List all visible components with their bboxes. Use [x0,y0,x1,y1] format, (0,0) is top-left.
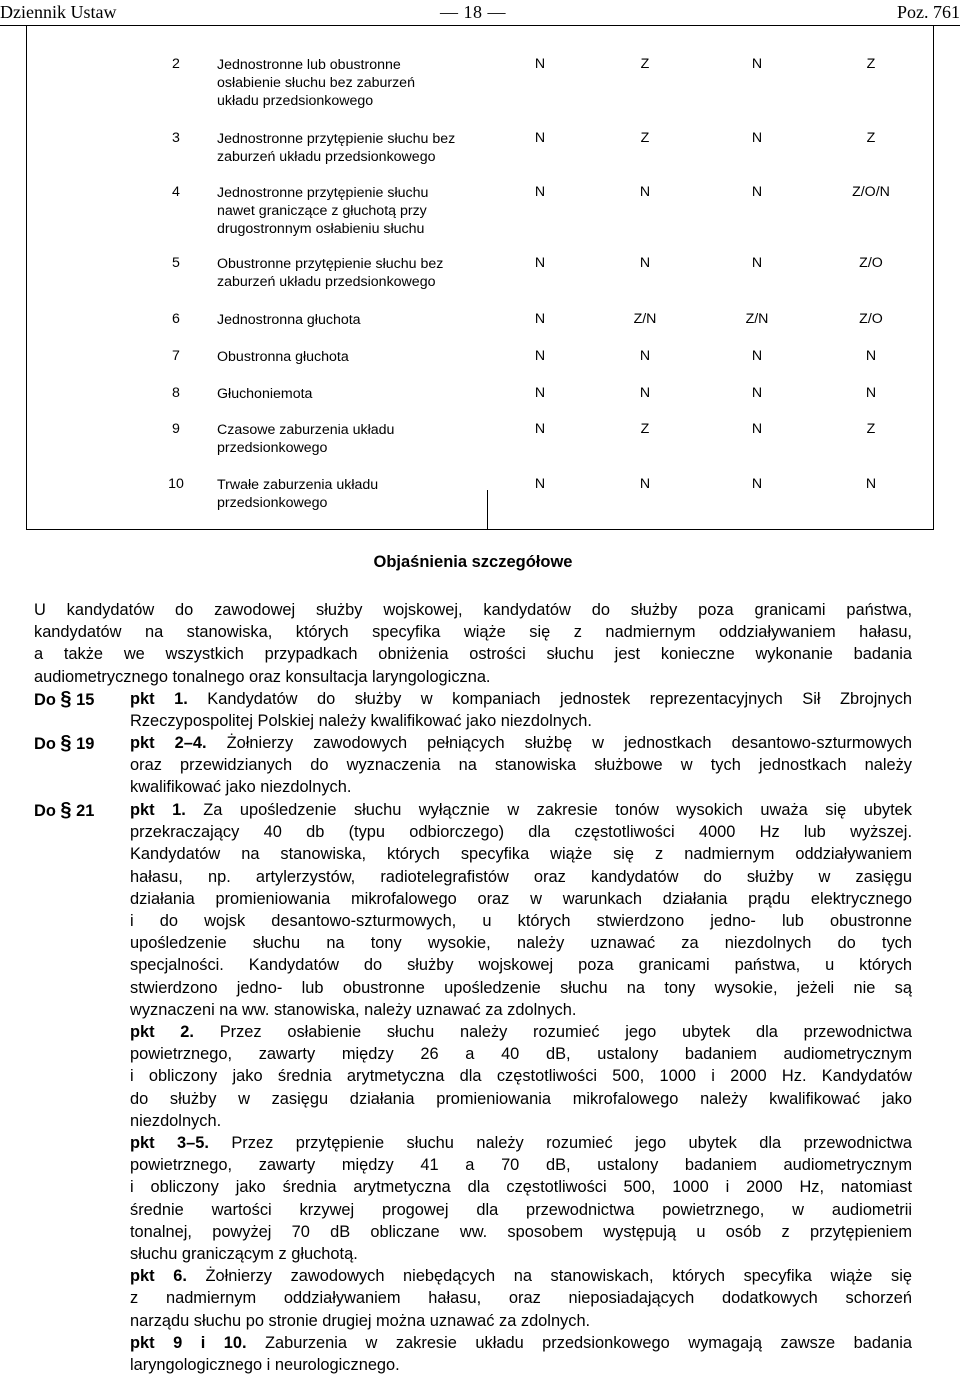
pkt-label: pkt 1. [130,801,186,819]
qualification-value: N [534,184,546,200]
pkt-label: pkt 2–4. [130,734,207,752]
description-line: Jednostronne przytępienie słuchu bez [217,131,456,147]
qualification-value: N [751,421,763,437]
hearing-table [26,26,934,530]
text-line: Rzeczypospolitej Polskiej należy kwalifikować jako niezdolnych. [130,712,592,731]
position-number: Poz. 761 [897,2,960,22]
qualification-value: N [751,476,763,492]
qualification-value: N [639,476,651,492]
do19-label: Do § 19 [34,732,95,754]
do19-text: pkt 2–4. Żołnierzy zawodowych pełniących służbę w jednostkach desantowo-szturmowych oraz przewidzianych do wyznaczenia na stanowiska służbowe w tych jednostkach należy kwalifikować jako niezdolnych. [130,732,912,799]
description-line: zaburzeń układu przedsionkowego [217,149,436,165]
qualification-value: Z [866,130,876,146]
qualification-value: N [865,476,877,492]
intro-line: audiometrycznego tonalnego oraz konsultacja laryngologiczna. [34,667,491,686]
intro-paragraph [34,599,912,688]
intro-line: a także we wszystkich przypadkach obniżenia ostrości słuchu jest konieczne wykonanie badania [34,645,912,664]
qualification-value: N [639,385,651,401]
do15-label: Do § 15 [34,688,95,710]
row-description [217,348,487,366]
description-line: Obustronna głuchota [217,349,349,365]
text-line: oraz przewidzianych do wyznaczenia na stanowiska służbowe w tych jednostkach należy [130,756,912,775]
qualification-value: Z [866,421,876,437]
intro-line: kandydatów na stanowiska, których specyfika wiąże się z nadmiernym oddziaływaniem hałasu, [34,623,912,642]
do21-label: Do § 21 [34,799,95,821]
description-line: Jednostronne przytępienie słuchu [217,185,429,201]
qualification-value: N [639,348,651,364]
description-line: Trwałe zaburzenia układu [217,477,379,493]
page-number: — 18 — [440,2,506,22]
description-line: zaburzeń układu przedsionkowego [217,274,436,290]
qualification-value: Z/O [859,255,883,271]
do21-text: pkt 1. Za upośledzenie słuchu wyłącznie w zakresie tonów wysokich uważa się ubytek przekraczający 40 db (typu odbiorczego) dla częstotliwości 4000 Hz lub wyższej. Kandydatów na stanowiska, których specyfika wiąże się z nadmiernym oddziaływaniem hałasu, np. artylerzystów, radiotelegrafistów oraz kandydatów do służby w zasięgu działania promieniowania mikrofalowego oraz w warunkach działania prądu elektrycznego i do wojsk desantowo-szturmowych, u których stwierdzono jedno- lub obustronne upośledzenie słuchu na tony wysokie, należy uznawać za niezdolnych do tych specjalności. Kandydatów do służby wojskowej poza granicami państwa, u których stwierdzono jedno- lub obustronne upośledzenie słuchu na tony wysokie, jeżeli nie są wyznaczeni na ww. stanowiska, należy uznawać za zdolnych. pkt 2. Przez osłabienie słuchu należy rozumieć jego ubytek dla przewodnictwa powietrznego, zawarty między 26 a 40 dB, ustalony badaniem audiometrycznym i obliczony jako średnia arytmetyczna dla częstotliwości 500, 1000 i 2000 Hz. Kandydatów do służby w zasięgu działania promieniowania mikrofalowego należy kwalifikować jako niezdolnych. pkt 3–5. Przez przytępienie słuchu należy rozumieć jego ubytek dla przewodnictwa powietrznego, zawarty między 41 a 70 dB, ustalony badaniem audiometrycznym i obliczony jako średnia arytmetyczna dla częstotliwości 500, 1000 i 2000 Hz, natomiast średnie wartości krzywej progowej dla przewodnictwa powietrznego, w audiometrii tonalnej, powyżej 70 dB obliczane ww. sposobem występują u osób z przytępieniem słuchu graniczącym z głuchotą. pkt 6. Żołnierzy zawodowych niebędących na stanowiskach, których specyfika wiąże się z nadmiernym oddziaływaniem hałasu, oraz nieposiadających dodatkowych schorzeń narządu słuchu po stronie drugiej można uznawać za zdolnych. pkt 9 i 10. Zaburzenia w zakresie układu przedsionkowego wymagają zawsze badania laryngologicznego i neurologicznego. [130,801,913,1375]
description-line: Jednostronna głuchota [217,312,361,328]
qualification-value: Z [640,56,650,72]
qualification-value: N [534,130,546,146]
qualification-value: N [534,421,546,437]
journal-name: Dziennik Ustaw [0,2,117,22]
description-line: Obustronne przytępienie słuchu bez [217,256,444,272]
table-border-right [933,26,934,530]
page-header [0,0,960,26]
qualification-value: Z/O [859,311,883,327]
qualification-value: N [534,311,546,327]
row-description [217,476,487,512]
qualification-value: N [639,184,651,200]
row-number: 6 [172,311,180,327]
row-description [217,184,487,238]
description-line: Czasowe zaburzenia układu [217,422,395,438]
row-description [217,421,487,457]
table-border-bottom [26,529,934,530]
qualification-value: Z [866,56,876,72]
section-title: Objaśnienia szczegółowe [373,553,573,571]
qualification-value: N [534,348,546,364]
row-number: 9 [172,421,180,437]
qualification-value: N [534,476,546,492]
pkt-label: pkt 2. [130,1023,194,1042]
description-line: układu przedsionkowego [217,93,374,109]
description-line: Głuchoniemota [217,386,313,402]
row-description [217,311,487,329]
qualification-value: N [751,130,763,146]
description-line: nawet graniczące z głuchotą przy [217,203,427,219]
qualification-value: N [751,348,763,364]
qualification-value: N [751,184,763,200]
qualification-value: Z/N [745,311,769,327]
description-line: osłabienie słuchu bez zaburzeń [217,75,415,91]
pkt-label: pkt 3–5. [130,1134,209,1153]
pkt-label: pkt 1. [130,690,188,708]
qualification-value: N [639,255,651,271]
qualification-value: N [534,255,546,271]
table-border-left [26,26,27,530]
row-number: 8 [172,385,180,401]
qualification-value: Z/O/N [852,184,890,200]
row-number: 3 [172,130,180,146]
row-description [217,385,487,403]
qualification-value: N [534,56,546,72]
row-number: 7 [172,348,180,364]
description-line: drugostronnym osłabieniu słuchu [217,221,425,237]
description-line: przedsionkowego [217,495,328,511]
row-description [217,130,487,166]
row-description [217,56,487,110]
row-number: 2 [172,56,180,72]
table-divider [487,490,488,530]
qualification-value: N [865,385,877,401]
text-line: kwalifikować jako niezdolnych. [130,778,352,797]
pkt-label: pkt 6. [130,1267,187,1286]
pkt-label: pkt 9 i 10. [130,1333,247,1352]
qualification-value: Z [640,130,650,146]
qualification-value: N [865,348,877,364]
qualification-value: Z [640,421,650,437]
description-line: przedsionkowego [217,440,328,456]
qualification-value: N [751,385,763,401]
description-line: Jednostronne lub obustronne [217,57,401,73]
qualification-value: N [534,385,546,401]
intro-line: U kandydatów do zawodowej służby wojskowej, kandydatów do służby poza granicami państwa, [34,601,912,619]
qualification-value: Z/N [633,311,657,327]
row-number: 5 [172,255,180,271]
do15-text: pkt 1. Kandydatów do służby w kompaniach jednostek reprezentacyjnych Sił Zbrojnych Rzeczypospolitej Polskiej należy kwalifikować jako niezdolnych. [130,688,912,732]
qualification-value: N [751,255,763,271]
qualification-value: N [751,56,763,72]
row-description [217,255,487,291]
row-number: 4 [172,184,180,200]
row-number: 10 [168,476,184,492]
